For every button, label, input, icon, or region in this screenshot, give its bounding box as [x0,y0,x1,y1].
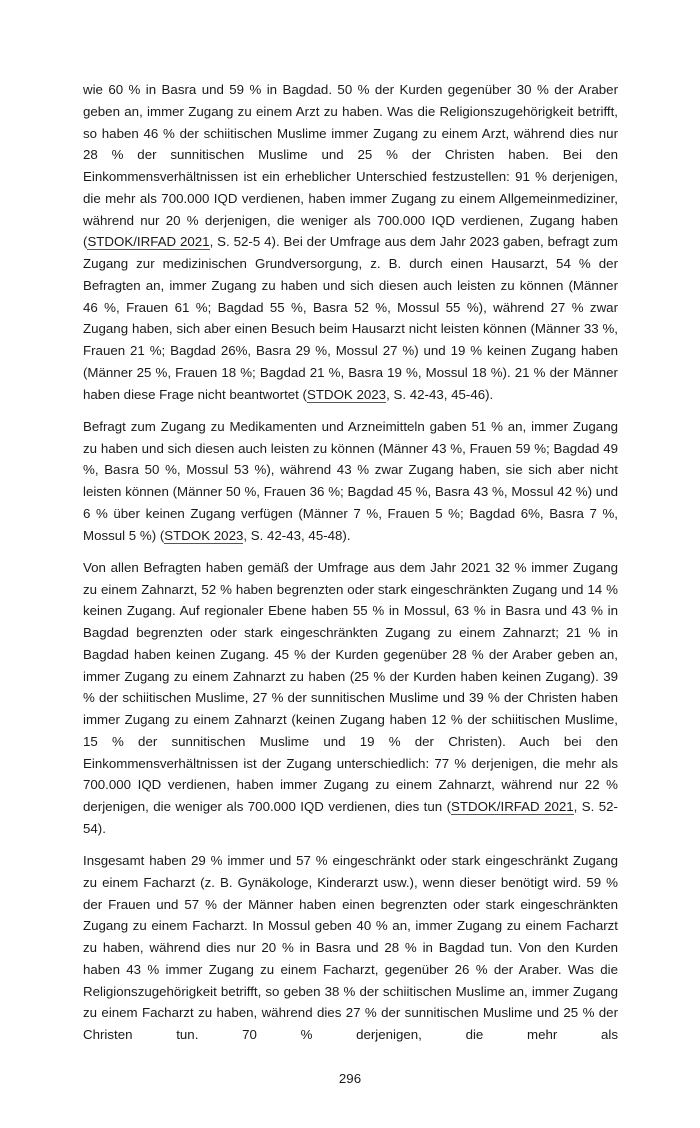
text: , S. 52-54). [83,799,618,836]
text: Von allen Befragten haben gemäß der Umfrage aus dem Jahr 2021 32 % immer Zugang zu einem Zahnarzt, 52 % haben begrenzten oder stark eingeschränkten Zugang und 14 % keinen Zugang. Auf regionaler Ebene haben 55 % in Mossul, 63 % in Basra und 43 % in Bagdad begrenzten oder stark eingeschränkten Zugang zu einem Zahnarzt; 21 % in Bagdad haben keinen Zugang. 45 % der Kurden gegenüber 28 % der Araber geben an, immer Zugang zu einem Zahnarzt zu haben (25 % der Kurden haben keinen Zugang). 39 % der schiitischen Muslime, 27 % der sunnitischen Muslime und 39 % der Christen haben immer Zugang zu einem Zahnarzt (keinen Zugang haben 12 % der schiitischen Muslime, 15 % der sunnitischen Muslime und 19 % der Christen). Auch bei den Einkommensverhältnissen ist der Zugang unterschiedlich: 77 % derjenigen, die mehr als 700.000 IQD verdienen, haben immer Zugang zu einem Zahnarzt, während nur 22 % derjenigen, die weniger als 700.000 IQD verdienen, dies tun ( [83,559,618,814]
paragraph [83,79,618,405]
text: , S. 52-5 4). Bei der Umfrage aus dem Jahr 2023 gaben, befragt zum Zugang zur medizinischen Grundversorgung, z. B. durch einen Hausarzt, 54 % der Befragten an, immer Zugang zu haben und sich diesen auch leisten zu können (Männer 46 %, Frauen 61 %; Bagdad 55 %, Basra 52 %, Mossul 55 %), während 27 % zwar Zugang haben, sich aber einen Besuch beim Hausarzt nicht leisten können (Männer 33 %, Frauen 21 %; Bagdad 26%, Basra 29 %, Mossul 27 %) und 19 % keinen Zugang haben (Männer 25 %, Frauen 18 %; Bagdad 21 %, Basra 19 %, Mossul 18 %). 21 % der Männer haben diese Frage nicht beantwortet ( [83,234,618,402]
paragraph [83,416,618,547]
citation-link[interactable]: STDOK 2023 [164,527,244,543]
citation-link[interactable]: STDOK/IRFAD 2021 [87,234,210,250]
citation-link[interactable]: STDOK 2023 [306,386,387,402]
text: , S. 42-43, 45-46). [386,386,494,402]
text: Befragt zum Zugang zu Medikamenten und Arzneimitteln gaben 51 % an, immer Zugang zu haben und sich diesen auch leisten zu können (Männer 43 %, Frauen 59 %; Bagdad 49 %, Basra 50 %, Mossul 53 %), während 43 % zwar Zugang haben, sie sich aber nicht leisten können (Männer 50 %, Frauen 36 %; Bagdad 45 %, Basra 43 %, Mossul 42 %) und 6 % über keinen Zugang verfügen (Männer 7 %, Frauen 5 %; Bagdad 6%, Basra 7 %, Mossul 5 %) ( [83,418,618,543]
text: , S. 42-43, 45-48). [243,527,351,543]
page-body [83,79,618,1056]
page-number: 296 [338,1071,362,1087]
text: Insgesamt haben 29 % immer und 57 % eingeschränkt oder stark eingeschränkt Zugang zu einem Facharzt (z. B. Gynäkologe, Kinderarzt usw.), wenn dieser benötigt wird. 59 % der Frauen und 57 % der Männer haben einen begrenzten oder stark eingeschränkten Zugang zu einem Facharzt. In Mossul geben 40 % an, immer Zugang zu einem Facharzt zu haben, während dies nur 20 % in Basra und 28 % in Bagdad tun. Von den Kurden haben 43 % immer Zugang zu einem Facharzt, gegenüber 26 % der Araber. Was die Religionszugehörigkeit betrifft, so geben 38 % der schiitischen Muslime an, immer Zugang zu einem Facharzt zu haben, während dies 27 % der sunnitischen Muslime und 25 % der Christen tun. 70 % derjenigen, die mehr als [83,853,618,1042]
paragraph [83,557,618,840]
paragraph [83,850,618,1046]
text: wie 60 % in Basra und 59 % in Bagdad. 50 % der Kurden gegenüber 30 % der Araber geben an, immer Zugang zu einem Arzt zu haben. Was die Religionszugehörigkeit betrifft, so haben 46 % der schiitischen Muslime immer Zugang zu einem Arzt, während dies nur 28 % der sunnitischen Muslime und 25 % der Christen haben. Bei den Einkommensverhältnissen ist ein erheblicher Unterschied festzustellen: 91 % derjenigen, die mehr als 700.000 IQD verdienen, haben immer Zugang zu einem Allgemeinmediziner, während nur 20 % derjenigen, die weniger als 700.000 IQD verdienen, Zugang haben ( [83,82,618,250]
citation-link[interactable]: STDOK/IRFAD 2021 [451,799,574,814]
